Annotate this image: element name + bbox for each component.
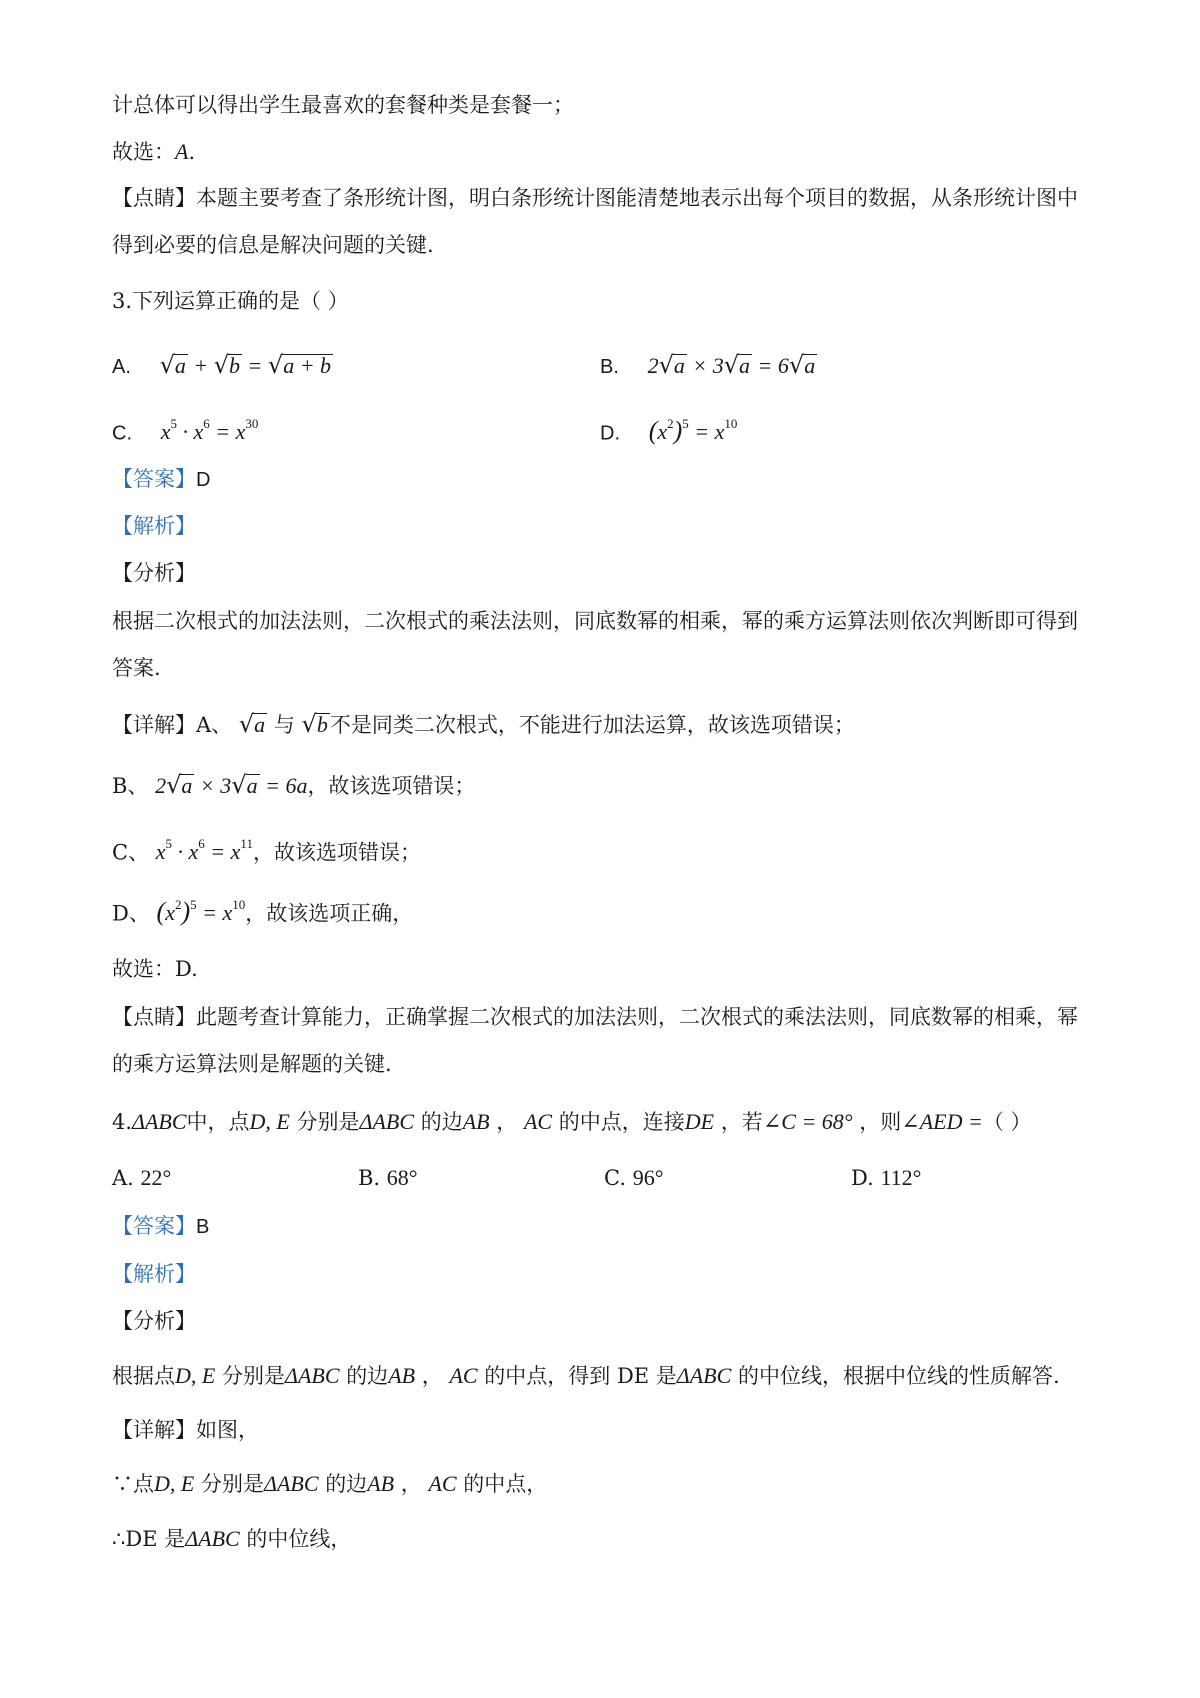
- q4-option-b: [358, 1163, 418, 1193]
- text: 的中点，连接: [558, 1110, 685, 1134]
- text: ，若: [720, 1110, 763, 1134]
- answer-label: 【答案】: [112, 467, 196, 491]
- text: 的中位线，根据中位线的性质解答.: [737, 1364, 1060, 1388]
- formula: $x^5 \cdot x^6 = x^{11}$: [155, 836, 253, 865]
- option-a: [112, 350, 333, 382]
- analysis-label: 【解析】: [112, 1262, 196, 1286]
- text-line: 答案.: [112, 656, 161, 680]
- text-line: 【详解】如图，: [112, 1418, 259, 1442]
- formula: $(x^2)^5 = x^{10}$: [648, 416, 738, 446]
- math: ΔABC: [285, 1363, 340, 1388]
- math: D, E: [175, 1363, 216, 1388]
- text: ，: [496, 1110, 518, 1134]
- text: 的边: [420, 1110, 463, 1134]
- math: ΔABC: [185, 1526, 240, 1551]
- detail-line-c: [112, 832, 421, 867]
- text: ，故该选项错误；: [252, 840, 421, 865]
- question-3: 3.下列运算正确的是（ ）: [112, 289, 349, 313]
- question-4: [112, 1107, 1032, 1137]
- text: .: [188, 140, 196, 164]
- text: C、: [112, 840, 150, 865]
- text: 的边: [346, 1364, 389, 1388]
- text: 4.: [112, 1110, 133, 1134]
- text: 的中点，: [463, 1472, 548, 1496]
- text: 不是同类二次根式，不能进行加法运算，故该选项错误；: [329, 713, 855, 737]
- math: AC: [449, 1363, 478, 1388]
- option-label: B.: [358, 1166, 381, 1190]
- text: ，故该选项正确，: [245, 901, 414, 926]
- analysis-label: 【解析】: [112, 514, 196, 538]
- text: ，: [400, 1472, 422, 1496]
- text: ∵点: [112, 1472, 154, 1496]
- text-line: 计总体可以得出学生最喜欢的套餐种类是套餐一；: [112, 93, 574, 117]
- text: ，则: [859, 1110, 902, 1134]
- option-value: 22°: [140, 1165, 172, 1190]
- option-label: B.: [600, 356, 619, 378]
- text-line: [112, 137, 195, 167]
- text: 【详解】A、: [112, 713, 233, 737]
- q4-option-a: [112, 1163, 171, 1193]
- text: D、: [112, 901, 150, 926]
- option-label: C.: [604, 1166, 626, 1190]
- fenxi-label: 【分析】: [112, 561, 196, 585]
- text: 与: [273, 713, 295, 737]
- formula: √a: [238, 710, 266, 738]
- option-value: 96°: [632, 1165, 664, 1190]
- math: D, E: [249, 1109, 290, 1134]
- detail-line: [112, 1469, 547, 1499]
- math: AC: [523, 1109, 553, 1134]
- option-label: D.: [600, 422, 620, 445]
- math: ΔABC: [132, 1109, 187, 1134]
- detail-line-b: [112, 770, 475, 801]
- math: ∠AED =: [901, 1109, 983, 1134]
- math: DE: [684, 1109, 715, 1134]
- text: 的中位线，: [246, 1527, 352, 1551]
- formula: √b: [301, 710, 328, 738]
- text: 故选：: [112, 140, 175, 164]
- formula: $(x^2)^5 = x^{10}$: [156, 897, 246, 927]
- math: D, E: [154, 1471, 195, 1496]
- text-line: 得到必要的信息是解决问题的关键.: [112, 233, 434, 257]
- option-label: A.: [112, 1166, 134, 1190]
- math: ∠C = 68°: [762, 1109, 853, 1134]
- text: ，故该选项错误；: [307, 774, 476, 798]
- option-label: C.: [112, 422, 132, 445]
- math: ΔABC: [264, 1471, 319, 1496]
- fenxi-label: 【分析】: [112, 1309, 196, 1333]
- text: 根据点: [112, 1364, 175, 1388]
- answer-line: [112, 1211, 209, 1242]
- text: 分别是: [201, 1472, 265, 1496]
- text: 分别是: [296, 1110, 360, 1134]
- option-label: A.: [112, 356, 131, 378]
- math: AB: [388, 1363, 416, 1388]
- formula: 2√a × 3√a = 6a: [155, 771, 308, 799]
- formula: $x^5 \cdot x^6 = x^{30}$: [160, 416, 259, 445]
- detail-line-d: [112, 893, 413, 928]
- text: 中，点: [186, 1110, 250, 1134]
- text-line: 【点睛】本题主要考查了条形统计图，明白条形统计图能清楚地表示出每个项目的数据，从条形统计图中: [112, 186, 1078, 210]
- text-line: 的乘方运算法则是解题的关键.: [112, 1052, 392, 1076]
- answer-value: B: [196, 1216, 210, 1238]
- option-b: [600, 350, 817, 382]
- analysis-line: [112, 1361, 1060, 1391]
- detail-line: [112, 1524, 351, 1554]
- q4-option-d: [851, 1163, 921, 1193]
- detail-line-a: [112, 709, 855, 740]
- text: 的边: [325, 1472, 368, 1496]
- formula: 2√a × 3√a = 6√a: [647, 351, 816, 379]
- text-line: 故选：D.: [112, 957, 198, 981]
- math: A: [175, 139, 189, 164]
- math: ΔABC: [359, 1109, 415, 1134]
- option-c: [112, 412, 258, 448]
- answer-line: [112, 464, 210, 495]
- q4-option-c: [604, 1163, 664, 1193]
- formula: √a + √b = √a + b: [159, 351, 332, 379]
- math: AC: [428, 1471, 457, 1496]
- answer-label: 【答案】: [112, 1214, 196, 1238]
- text: ∴DE 是: [112, 1527, 186, 1551]
- text: B、: [112, 774, 149, 798]
- text-line: 根据二次根式的加法法则，二次根式的乘法法则，同底数幂的相乘，幂的乘方运算法则依次判断即可得到: [112, 609, 1078, 633]
- text-line: 【点睛】此题考查计算能力，正确掌握二次根式的加法法则，二次根式的乘法法则，同底数幂的相乘，幂: [112, 1005, 1078, 1029]
- math: AB: [367, 1471, 395, 1496]
- option-value: 112°: [880, 1165, 922, 1190]
- option-label: D.: [851, 1166, 874, 1190]
- math: AB: [462, 1109, 490, 1134]
- text: 的中点，得到 DE 是: [484, 1364, 677, 1388]
- text: （ ）: [982, 1110, 1032, 1134]
- text: ，: [421, 1364, 443, 1388]
- option-d: [600, 412, 737, 448]
- option-value: 68°: [386, 1165, 418, 1190]
- text: 分别是: [222, 1364, 286, 1388]
- math: ΔABC: [676, 1363, 732, 1388]
- answer-value: D: [196, 469, 211, 491]
